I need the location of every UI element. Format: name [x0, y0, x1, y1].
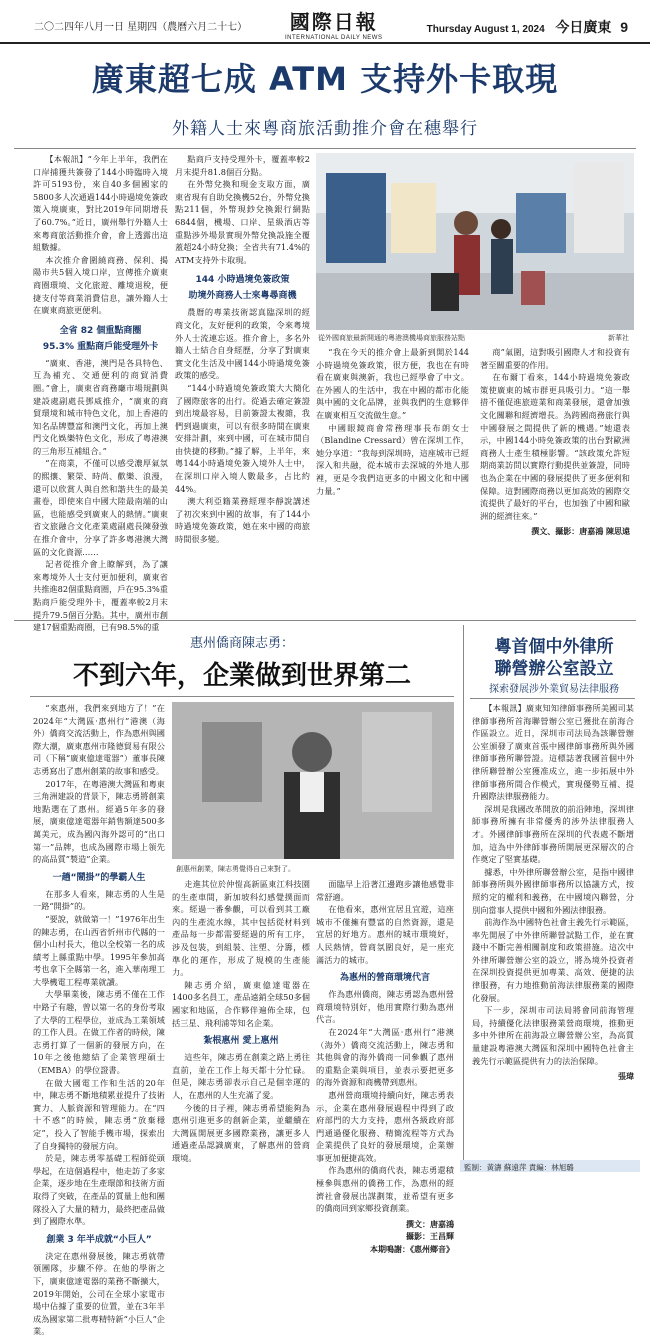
lead-column-2: [175, 153, 310, 613]
paragraph: 【本報訊】“今年上半年，我們在口岸捕獲共簽發了144小時臨時入境許可5193份，來自40多個國家的5800多人次通過144小時過境免簽政策入境廣東，對比2019年同期增長了60.7%。”近日，廣州舉行外籍人士來粵商旅活動推介會，會上透露出這組數據。: [33, 154, 168, 253]
masthead: [285, 6, 382, 41]
lead-subheading-2b: 助境外商務人士來粵尋商機: [188, 291, 297, 302]
paragraph: 作為惠州的僑商代表，陳志勇還積極參與惠州的僑務工作，為惠州的經濟社會發展出謀劃策，並希望有更多的僑商回到家鄉投資創業。: [316, 1165, 454, 1214]
header-date-cn: 二〇二四年八月一日 星期四（農曆六月二十七）: [34, 22, 248, 33]
paragraph: 澳大利亞籍業務經理李靜說講述了初次來到中國的故事，有了144小時過境免簽政策，她在來中國的商旅時間很多變。: [175, 496, 310, 545]
side-column: [472, 702, 634, 1157]
paragraph: 【本報訊】廣東知知律師事務所美國司某律師事務所首海聯營辦公室已獲批在前海合作區設立。近日，深圳市司法局為該聯營辦公室頒發了廣東首張中國律師事務所與外國律師事務所聯營證。這標誌著我國首個中外律所聯營辦公室獲准成立，進一步拓展中外律師事務所間合作模式，實現優勢互補、提升國際法律服務能力。: [472, 703, 634, 802]
paragraph: 決定在惠州發展後，陳志勇就帶領團隊，步驟不停。在他的學術之下，廣東億達電器的業務不斷擴大，2019年開始，公司在全球小家電市場中佔據了重要的位置，並在3年半成為國家第二批專精特新“小巨人”企業。: [33, 1250, 165, 1337]
paragraph: 在外幣兌換和現金支取方面，廣東省現有自助兌換機52台，外幣兌換點211個，外幣現鈔兌換銀行網點6844個，機場、口岸、星級酒店等重點涉外場景實現外幣兌換設施全覆蓋超24小時兌換；全省共有71.4%的ATM支持外卡取現。: [175, 179, 310, 265]
paragraph: “來惠州，我們來到地方了！”在2024年“大灣區·惠州行”港澳（海外）僑商交流活動上，作為惠州與國際大潮，廣東惠州市隆德貿易有限公司（下稱“廣東億達電器”）董事長陳志勇寫出了惠州創業的故事和感受。: [33, 703, 165, 776]
paragraph: 在做大國電工作和生活的20年中，陳志勇不斷地積累並提升了技術實力、人脈資源和管理能力。在“四十不惑”的時候，陳志勇“放棄穩定”，投入了智能手機市場，探索出了自身獨特的發展方向。: [33, 1077, 165, 1151]
paragraph: 本次推介會圍繞商務、保利、揭陽市共5個入境口岸，宣傳推介廣東商圈環境、文化旅遊、離境退稅，便捷支付等商業消費信息，讓外籍人士在廣東商旅更便利。: [33, 254, 168, 316]
lead-column-4: [480, 346, 630, 614]
feature-subheading-2: 創業 3 年半成就“小巨人”: [46, 1234, 152, 1245]
paragraph: 商”氣圍，這對吸引國際人才和投資有著至關重要的作用。: [480, 347, 630, 370]
header-date-en: Thursday August 1, 2024: [426, 24, 545, 35]
feature-byline-3: 本期鳴謝：《惠州鄉音》: [370, 1245, 454, 1255]
paragraph: 2017年，在粵港澳大灣區和粵東三角洲建設的背景下，陳志勇將創業地點選在了惠州。經過5年多的發展，廣東億達電器年銷售額達500多萬美元，成為國內海外認可的“出口第一”品牌，也成為國際市場上領先的高品質”製造”企業。: [33, 778, 165, 865]
lead-subheading-1a: 全省 82 個重點商圈: [59, 325, 142, 336]
lead-photo: [316, 153, 634, 330]
paragraph: 據悉，中外律所聯營辦公室，是指中國律師事務所與外國律師事務所以協議方式，按照約定的權利和義務，在中國境內聯營，分別向當事人提供中國和外國法律服務。: [472, 866, 634, 915]
paragraph: 下一步，深圳市司法局將會同前海管理局，持續優化法律服務業營商環境，推動更多中外律所在前海設立聯營辦公室，為高質量建設粵港澳大灣區和深圳中國特色社會主義先行示範區提供有力的法治保障。: [472, 1005, 634, 1066]
editor-credits: 監制：黃濤 蘇遠萍 責編：林旭璐: [460, 1160, 640, 1172]
divider: [14, 620, 636, 621]
feature-subheading-1: 一趟“鬧掛”的學霸人生: [52, 872, 146, 883]
masthead-title: 國際日報: [289, 10, 378, 34]
portrait-photo-illustration: [172, 702, 454, 859]
header-right: [427, 17, 628, 37]
lead-photo-caption: 從外國商旅最新開通的粵港澳機場商旅服務站點: [318, 334, 465, 342]
lead-byline: 撰文、攝影：唐嘉鴻 陳思遠: [531, 527, 630, 537]
paragraph: 前海作為中國特色社會主義先行示範區，率先開展了中外律所聯營試點工作，並在實踐中不斷完善相關制度和政策措施。這次中外律所聯營辦公室的設立，將為境外投資者在深圳投資提供更加專業、高效、便捷的法律服務，有力地推動前海法律服務業的國際化發展。: [472, 917, 634, 1003]
feature-column-2: [172, 878, 310, 1163]
header-page-number: 9: [620, 19, 628, 35]
lead-column-1: [33, 153, 168, 633]
paragraph: 走進其位於仲愷高新區東江科技園的生產車間，新加坡科幻感覺撲面而來。經過一番參觀，可以看到其工廠內的生產流水線，其中包括從材料到產品每一步都需要經過的所有工序，涉及包裝，到組裝、注塑、分籌，標準化的運作，形成了規模的生產能力。: [172, 879, 310, 978]
vertical-divider: [463, 625, 464, 1160]
side-byline: 張瑋: [618, 1072, 634, 1082]
feature-byline-1: 撰文：唐嘉鴻: [406, 1219, 454, 1229]
lead-headline: 廣東超七成 ATM 支持外卡取現: [91, 60, 559, 98]
paragraph: 點商戶支持受理外卡，覆蓋率較2月末提升81.8個百分點。: [175, 154, 310, 177]
page-header: [0, 0, 650, 44]
paragraph: 中國眼鏡商會常務理事長布朗女士（Blandine Cressard）曾在深圳工作，她分享道：“我每到深圳時，這座城市已經深入和共融，從本城市去深城的外地人那裡，更是令我們這更多的中國文化和中國力量。”: [316, 422, 469, 496]
paragraph: “要說，就做第一！”1976年出生的陳志勇，在山西省忻州市代縣的一個小山村長大，他以全校第一名的成績考上縣重點中學。1995年參加高考也拿下全縣第一名，進入華南理工大學機電工程專業就讀。: [33, 913, 165, 987]
paragraph: 今後的日子裡，陳志勇希望能夠為惠州引進更多的創新企業，並繼續在大灣區開展更多國際業務，讓更多人通過產品認識廣東，了解惠州的營商環境。: [172, 1102, 310, 1163]
paragraph: 深圳是我國改革開放的前沿陣地，深圳律師事務所擁有非常優秀的涉外法律服務人才。外國律師事務所在深圳的代表處不斷增加，這為中外律師事務所開展更深層次的合作奠定了堅實基礎。: [472, 803, 634, 865]
paragraph: 大學畢業後，陳志勇不僅在工作中路子有趣，曾以第一名的身份考取了大學的工程學位，並成為工業領域的工作人員。在做工作者的時候，陳志勇打算了一個新的發展方向，在10年之後他總結了企業管理碩士（EMBA）的學位證書。: [33, 989, 165, 1076]
paragraph: 記者從推介會上瞭解到，為了讓來粵境外人士支付更加便利，廣東省共推進82個重點商圈，戶在95.3%重點商戶能受理外卡，覆蓋率較2月末提升79.5個百分點。其中，廣州市創建17個重點商圈，已有98.5%的重: [33, 559, 168, 633]
feature-byline-2: 攝影：王昌輝: [406, 1232, 454, 1242]
paragraph: “我在今天的推介會上最新到開於144小時過境免簽政策，很方便，我也在有時看在廣東與澳新，我也已經學會了中文。在外國人的生活中，我在中國的都市化能與中國的文化品牌，並與我們的生意夥伴在廣東相互交流做生意。”: [316, 347, 469, 420]
paragraph: “在商業，不僅可以感受濃厚氣氛的熙攘、繁榮、時尚、歡樂、浪漫，還可以欣賞人與自然和諧共生的最美畫卷，即使來自中國大陸最南端的山區，也能感受到廣東人的熱情。”廣東省文旅融合文化產業處副處長陳發強在推介會中，分享了許多粵港澳大灣區的文化資源……: [33, 458, 168, 557]
paragraph: 這些年，陳志勇在創業之路上勇往直前，並在工作上每天都十分忙碌。但是，陳志勇卻表示自己是個幸運的人，在惠州的人生充滿了愛。: [172, 1052, 310, 1100]
divider: [30, 696, 454, 697]
paragraph: 陳志勇介紹，廣東億達電器在1400多名員工，產品遠銷全球50多個國家和地區，合作夥伴遍佈全球，包括三星、飛利浦等知名企業。: [172, 979, 310, 1028]
paragraph: 於是，陳志勇零基礎工程師從頭學起，在這個過程中，他走訪了多家企業，逐步地在生產環節和技術方面取得了突破，在產品的質量上他和團隊投入了大量的精力，最終把產品做到了國際水準。: [33, 1153, 165, 1227]
paragraph: “144小時過境免簽政策大大簡化了國際旅客的出行。從過去確定簽證到出境最容易，目前簽證太複雜，我們到過廣東，可以有很多時間在廣東安排計劃，來到中國，可在城市間自由快捷的移動。”據了解，上半年，來粵144小時過境免簽入境外人士中，在深圳口岸入境人數最多，占比約44%。: [175, 382, 310, 494]
paragraph: 惠州營商環境持續向好，陳志勇表示，企業在惠州發展過程中得到了政府部門的大力支持，惠州各級政府部門通過優化服務、精簡流程等方式為企業提供了良好的發展環境，企業辦事更加便捷高效。: [316, 1089, 454, 1163]
paragraph: 在那多人看來，陳志勇的人生是一路“開掛”的。: [33, 888, 165, 912]
paragraph: “廣東、香港，澳門是各具特色、互為補充、交通便利的商貿消費圈。”會上，廣東省商務廳市場規劃與建設處副處長鄧威推介，“廣東的商貿環境和城市特色文化，加上香港的知名品牌豐富和澳門文化，再加上澳門文化娛樂特色文化，形成了粵港澳的三角形互補組合。”: [33, 357, 168, 456]
lead-subhead: 外籍人士來粵商旅活動推介會在穗舉行: [172, 119, 478, 139]
paragraph: 在布爾丁看來，144小時過境免簽政策使廣東的城市群更具吸引力。“這一舉措不僅促進旅遊業和商業發展，還會加強文化關聯和經濟增長。為跨國商務旅行與中國發展之間提供了新的機遇。”她還表示，中國144小時免簽政策的出台對歐洲商務人士產生積極影響。“該政策允許短期商業訪問以實際行動提供並簽證，同時也為企業在中國的發展提供了更多便利和保障。這對國際商務以更加高效的國際交流提供了最好的平台，也加強了中國和歐洲的經濟往來。”: [480, 372, 630, 521]
feature-subheading-3: 紮根惠州 愛上惠州: [203, 1036, 279, 1047]
masthead-en: INTERNATIONAL DAILY NEWS: [285, 35, 383, 41]
feature-column-3: [316, 878, 454, 1255]
paragraph: 面臨早上沿著江邊跑步讓他感覺非常舒適。: [316, 879, 454, 902]
divider: [14, 148, 636, 149]
paragraph: 在2024年“大灣區·惠州行”港澳（海外）僑商交流活動上，陳志勇和其他與會的海外僑商一同參觀了惠州的重點企業與項目，並表示要把更多的海外資源和商機帶到惠州。: [316, 1026, 454, 1088]
side-subhead: 探索發展涉外業貿易法律服務: [489, 684, 619, 695]
feature-photo-caption: 創惠州創業，陳志勇覺得自己來對了。: [176, 865, 295, 873]
paragraph: 在他看來，惠州宜居且宜遊，這座城市不僅擁有豐富的自然資源，還是宜居的好地方。惠州的城市環境好，人民熱情，營商氛圍良好，是一座充滿活力的城市。: [316, 904, 454, 965]
feature-column-1: [33, 702, 165, 1337]
lead-column-3: [316, 346, 469, 608]
feature-subheading-4: 為惠州的營商環境代言: [339, 973, 430, 984]
feature-photo: [172, 702, 454, 859]
airport-photo-illustration: [316, 153, 634, 330]
side-headline-1: 粵首個中外律所: [494, 637, 614, 657]
lead-subheading-2a: 144 小時過境免簽政策: [195, 275, 290, 286]
feature-headline: 不到六年，企業做到世界第二: [72, 661, 411, 691]
paragraph: 農曆的專業技術認真臨深圳的經商文化，友好便利的政策，令來粵境外人士流連忘返。推介會上，多名外籍人士結合自身經歷，分享了對廣東實文化生活及中國144小時過境免簽政策的感受。: [175, 307, 310, 381]
lead-photo-credit: 新華社: [608, 334, 629, 342]
feature-kicker: 惠州僑商陳志勇：: [189, 636, 294, 651]
divider: [470, 698, 635, 699]
paragraph: 作為惠州僑商，陳志勇認為惠州營商環境特別好，他用實際行動為惠州代言。: [316, 989, 454, 1025]
side-headline-2: 聯營辦公室設立: [494, 659, 614, 679]
header-section: 今日廣東: [555, 19, 612, 35]
lead-subheading-1b: 95.3% 重點商戶能受理外卡: [42, 341, 159, 352]
